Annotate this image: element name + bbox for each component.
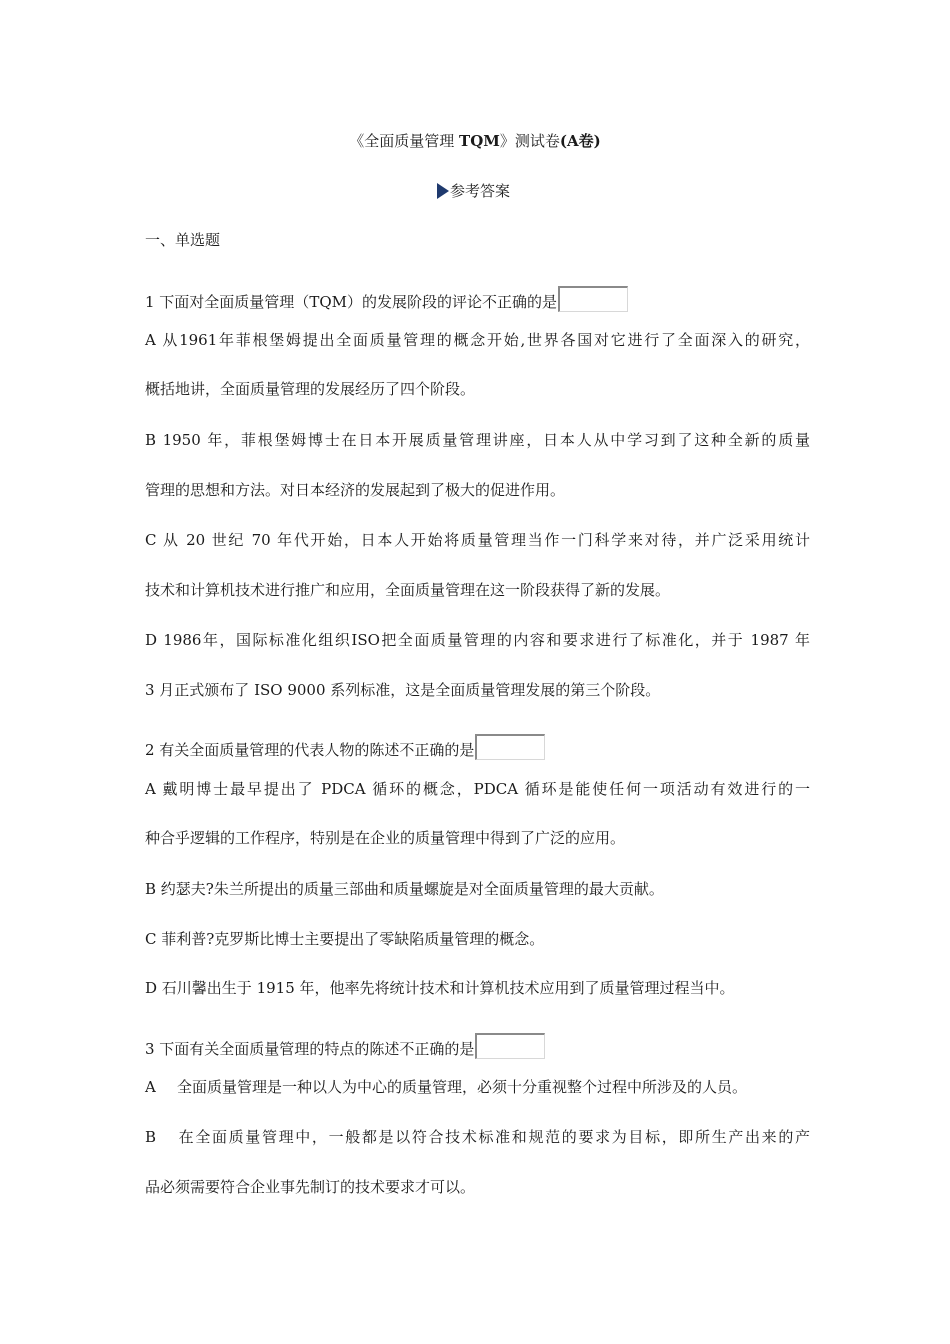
question-1-option-a-line-1: A 从1961年菲根堡姆提出全面质量管理的概念开始,世界各国对它进行了全面深入的研究， [145, 331, 810, 349]
question-3-stem [145, 1033, 810, 1059]
question-2-option-a-line-2: 种合乎逻辑的工作程序，特别是在企业的质量管理中得到了广泛的应用。 [145, 829, 626, 847]
section-heading: 一、单选题 [145, 231, 221, 249]
title-middle: 》测试卷 [499, 132, 560, 150]
question-2-option-c: C 菲利普?克罗斯比博士主要提出了零缺陷质量管理的概念。 [145, 930, 545, 948]
reference-answer-link[interactable] [437, 181, 510, 201]
play-triangle-icon [437, 183, 449, 199]
question-1-answer-input[interactable] [558, 286, 628, 312]
question-stem-text: 1 下面对全面质量管理（TQM）的发展阶段的评论不正确的是 [145, 293, 557, 311]
question-2-option-b: B 约瑟夫?朱兰所提出的质量三部曲和质量螺旋是对全面质量管理的最大贡献。 [145, 880, 664, 898]
title-prefix: 《全面质量管理 [349, 132, 455, 150]
question-2-option-d: D 石川馨出生于 1915 年，他率先将统计技术和计算机技术应用到了质量管理过程当中。 [145, 979, 735, 997]
question-2-answer-input[interactable] [475, 734, 545, 760]
reference-answer-label: 参考答案 [450, 182, 511, 200]
question-1-option-d-line-2: 3 月正式颁布了 ISO 9000 系列标准，这是全面质量管理发展的第三个阶段。 [145, 681, 661, 699]
question-3-answer-input[interactable] [475, 1033, 545, 1059]
document-title [0, 131, 950, 151]
question-1-option-b-line-2: 管理的思想和方法。对日本经济的发展起到了极大的促进作用。 [145, 481, 566, 499]
question-1-option-d-line-1: D 1986年，国际标准化组织ISO把全面质量管理的内容和要求进行了标准化，并于 1987 年 [145, 631, 810, 649]
option-letter: A [145, 1078, 156, 1096]
question-stem-text: 2 有关全面质量管理的代表人物的陈述不正确的是 [145, 741, 475, 759]
option-letter: B [145, 1128, 157, 1146]
question-1-option-c-line-2: 技术和计算机技术进行推广和应用，全面质量管理在这一阶段获得了新的发展。 [145, 581, 671, 599]
question-3-option-b-line-2: 品必须需要符合企业事先制订的技术要求才可以。 [145, 1178, 476, 1196]
question-2-stem [145, 734, 810, 760]
title-tqm: TQM [459, 132, 500, 150]
question-1-stem [145, 286, 810, 312]
question-3-option-b-line-1 [145, 1127, 810, 1147]
question-stem-text: 3 下面有关全面质量管理的特点的陈述不正确的是 [145, 1040, 475, 1058]
question-1-option-c-line-1: C 从 20 世纪 70 年代开始，日本人开始将质量管理当作一门科学来对待，并广泛采用统计 [145, 531, 810, 549]
option-text: 在全面质量管理中，一般都是以符合技术标准和规范的要求为目标，即所生产出来的产 [177, 1128, 810, 1146]
question-3-option-a [145, 1077, 810, 1097]
title-suffix: (A卷) [559, 132, 601, 150]
question-2-option-a-line-1: A 戴明博士最早提出了 PDCA 循环的概念，PDCA 循环是能使任何一项活动有效进行的一 [145, 780, 810, 798]
question-1-option-a-line-2: 概括地讲，全面质量管理的发展经历了四个阶段。 [145, 380, 476, 398]
option-text: 全面质量管理是一种以人为中心的质量管理，必须十分重视整个过程中所涉及的人员。 [177, 1078, 748, 1096]
question-1-option-b-line-1: B 1950 年，菲根堡姆博士在日本开展质量管理讲座，日本人从中学习到了这种全新的质量 [145, 431, 810, 449]
